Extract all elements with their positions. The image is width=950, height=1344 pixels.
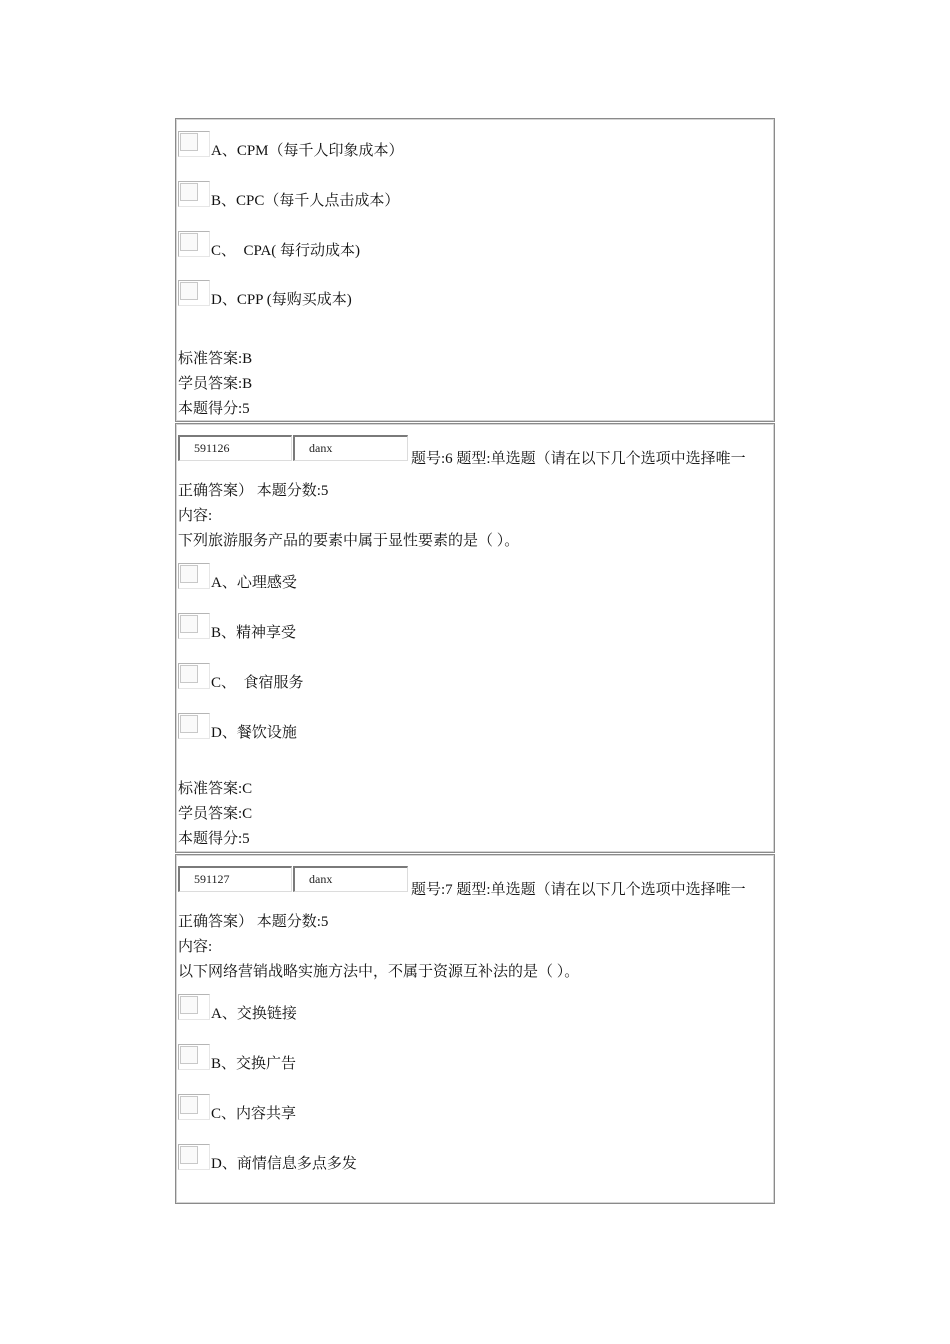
question-header-cont: 正确答案） 本题分数:5	[178, 914, 329, 930]
option-checkbox[interactable]	[178, 231, 210, 257]
question-block-5	[175, 118, 775, 422]
question-header: 题号:7 题型:单选题（请在以下几个选项中选择唯一	[411, 882, 746, 898]
option-label: C、 CPA( 每行动成本)	[211, 243, 361, 259]
content-label: 内容:	[178, 939, 213, 955]
standard-answer: 标准答案:C	[178, 781, 253, 797]
option-label: C、内容共享	[211, 1106, 297, 1122]
option-checkbox[interactable]	[178, 131, 210, 157]
option-label: A、CPM（每千人印象成本）	[211, 143, 404, 159]
option-checkbox[interactable]	[178, 563, 210, 589]
question-header: 题号:6 题型:单选题（请在以下几个选项中选择唯一	[411, 451, 746, 467]
option-checkbox[interactable]	[178, 1094, 210, 1120]
option-label: B、交换广告	[211, 1056, 297, 1072]
question-id-field[interactable]: 591127	[178, 866, 292, 892]
question-score: 本题得分:5	[178, 401, 250, 417]
question-header-cont: 正确答案） 本题分数:5	[178, 483, 329, 499]
option-checkbox[interactable]	[178, 994, 210, 1020]
option-label: B、精神享受	[211, 625, 297, 641]
question-id-field[interactable]: 591126	[178, 435, 292, 461]
question-score: 本题得分:5	[178, 831, 250, 847]
content-label: 内容:	[178, 508, 213, 524]
standard-answer: 标准答案:B	[178, 351, 253, 367]
option-label: D、商情信息多点多发	[211, 1156, 357, 1172]
option-checkbox[interactable]	[178, 1044, 210, 1070]
exam-sheet	[175, 118, 775, 1204]
question-content: 以下网络营销战略实施方法中，不属于资源互补法的是（ ）。	[178, 964, 580, 980]
option-checkbox[interactable]	[178, 181, 210, 207]
option-checkbox[interactable]	[178, 713, 210, 739]
option-label: B、CPC（每千人点击成本）	[211, 193, 400, 209]
question-content: 下列旅游服务产品的要素中属于显性要素的是（ ）。	[178, 533, 520, 549]
student-answer: 学员答案:C	[178, 806, 253, 822]
option-label: A、心理感受	[211, 575, 297, 591]
question-block-6	[175, 423, 775, 853]
option-label: D、餐饮设施	[211, 725, 297, 741]
student-answer: 学员答案:B	[178, 376, 253, 392]
question-type-field[interactable]: danx	[293, 435, 408, 461]
option-checkbox[interactable]	[178, 613, 210, 639]
question-type-field[interactable]: danx	[293, 866, 408, 892]
option-label: A、交换链接	[211, 1006, 297, 1022]
option-label: D、CPP (每购买成本)	[211, 292, 352, 308]
option-checkbox[interactable]	[178, 1144, 210, 1170]
question-block-7	[175, 854, 775, 1204]
option-checkbox[interactable]	[178, 280, 210, 306]
option-checkbox[interactable]	[178, 663, 210, 689]
option-label: C、 食宿服务	[211, 675, 304, 691]
